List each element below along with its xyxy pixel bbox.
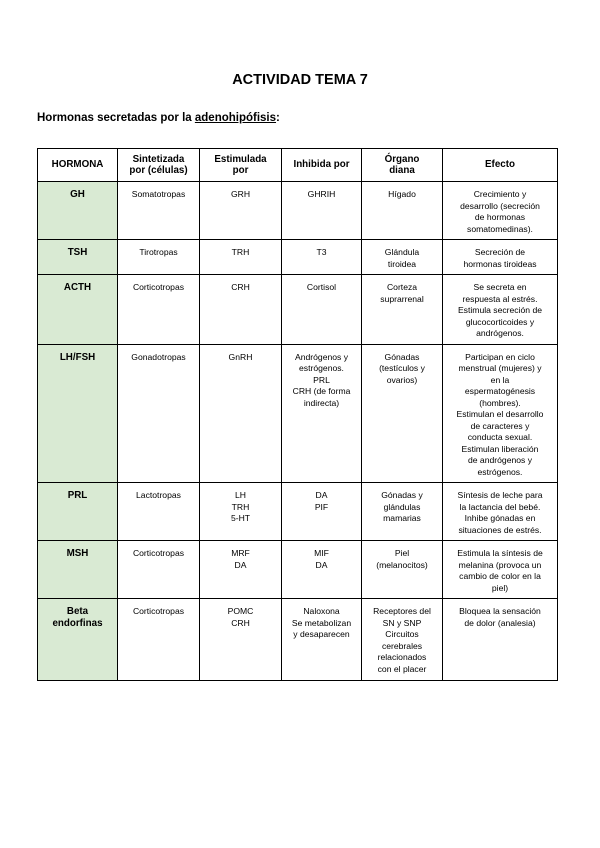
cell-line: Se metabolizan xyxy=(291,617,352,628)
cell-line: estrógenos. xyxy=(477,466,523,477)
table-row xyxy=(38,240,558,275)
table-cell xyxy=(362,483,443,541)
column-header xyxy=(282,149,362,182)
column-header xyxy=(38,149,118,182)
cell-line: Andrógenos y xyxy=(294,351,349,362)
cell-line: Beta xyxy=(66,606,89,617)
table-cell xyxy=(362,541,443,599)
cell-line: DA xyxy=(315,559,328,570)
table-cell xyxy=(118,599,200,681)
column-header xyxy=(118,149,200,182)
table-cell xyxy=(443,599,558,681)
cell-line: HORMONA xyxy=(51,159,104,171)
section-subtitle xyxy=(37,112,280,124)
column-header xyxy=(200,149,282,182)
table-cell xyxy=(282,182,362,240)
cell-line: suprarrenal xyxy=(380,293,424,304)
cell-line: 5-HT xyxy=(230,513,251,523)
cell-line: TRH xyxy=(231,247,250,257)
hormone-name-cell xyxy=(38,483,118,541)
table-cell xyxy=(282,541,362,599)
table-cell xyxy=(362,182,443,240)
table-cell xyxy=(443,182,558,240)
cell-line: Circuitos xyxy=(385,629,419,639)
table-cell xyxy=(282,344,362,483)
cell-line: melanina (provoca un xyxy=(458,559,542,570)
cell-line: CRH xyxy=(231,282,250,292)
table-cell xyxy=(200,240,282,275)
table-cell xyxy=(443,541,558,599)
cell-line: Estimula la síntesis de xyxy=(457,548,543,558)
table-cell xyxy=(443,240,558,275)
table-cell xyxy=(443,483,558,541)
cell-line: cambio de color en la xyxy=(459,571,541,581)
cell-line: CRH (de forma xyxy=(292,386,351,396)
hormone-name-cell xyxy=(38,240,118,275)
cell-line: hormonas tiroideas xyxy=(463,258,537,269)
table-cell xyxy=(118,275,200,345)
cell-line: la lactancia del bebé. xyxy=(459,501,541,512)
table-cell xyxy=(443,275,558,345)
cell-line: estrógenos. xyxy=(299,363,344,373)
subtitle-suffix: : xyxy=(276,112,280,124)
cell-line: T3 xyxy=(316,247,327,257)
cell-line: tiroidea xyxy=(387,258,417,269)
table-body xyxy=(38,182,558,681)
hormone-name-cell xyxy=(38,182,118,240)
cell-line: Piel xyxy=(394,548,410,558)
cell-line: DA xyxy=(315,490,328,500)
cell-line: Tirotropas xyxy=(139,247,178,257)
table-cell xyxy=(118,182,200,240)
cell-line: diana xyxy=(389,165,415,176)
table-cell xyxy=(200,541,282,599)
cell-line: Estimulada xyxy=(214,153,267,165)
hormone-name-cell xyxy=(38,344,118,483)
cell-line: GH xyxy=(70,189,85,200)
cell-line: Estimulan liberación xyxy=(461,443,539,454)
hormone-name-cell xyxy=(38,599,118,681)
cell-line: Sintetizada xyxy=(132,153,185,165)
table-cell xyxy=(200,483,282,541)
cell-line: POMC xyxy=(227,606,254,616)
cell-line: de caracteres y xyxy=(470,420,530,431)
cell-line: TSH xyxy=(67,247,88,258)
cell-line: Lactotropas xyxy=(136,490,181,500)
cell-line: respuesta al estrés. xyxy=(462,293,538,304)
cell-line: Corticotropas xyxy=(132,548,185,558)
cell-line: y desaparecen xyxy=(293,629,350,639)
cell-line: Cortisol xyxy=(306,282,337,292)
cell-line: GRH xyxy=(230,189,251,199)
cell-line: LH xyxy=(235,490,246,500)
cell-line: por (células) xyxy=(129,165,188,176)
table-row xyxy=(38,275,558,345)
column-header xyxy=(443,149,558,182)
cell-line: GHRIH xyxy=(307,189,336,199)
cell-line: situaciones de estrés. xyxy=(458,524,542,535)
hormone-name-cell xyxy=(38,541,118,599)
table-header-row xyxy=(38,149,558,182)
cell-line: Glándula xyxy=(384,247,420,257)
cell-line: PRL xyxy=(313,374,330,385)
table-row xyxy=(38,541,558,599)
cell-line: Participan en ciclo xyxy=(465,351,535,362)
table-cell xyxy=(362,599,443,681)
cell-line: por xyxy=(232,165,249,176)
cell-line: Inhibida por xyxy=(293,159,350,171)
cell-line: indirecta) xyxy=(303,397,340,408)
cell-line: cerebrales xyxy=(381,640,423,651)
table-cell xyxy=(118,240,200,275)
table-cell xyxy=(362,344,443,483)
cell-line: CRH xyxy=(231,617,250,628)
table-cell xyxy=(282,240,362,275)
column-header xyxy=(362,149,443,182)
cell-line: Gónadas xyxy=(384,351,420,362)
cell-line: glucocorticoides y xyxy=(465,316,535,327)
table-row xyxy=(38,182,558,240)
cell-line: piel) xyxy=(491,582,509,593)
cell-line: Estimulan el desarrollo xyxy=(456,409,544,419)
cell-line: GnRH xyxy=(228,351,253,362)
cell-line: con el placer xyxy=(377,663,427,674)
cell-line: ovarios) xyxy=(386,374,418,385)
cell-line: somatomedinas). xyxy=(467,223,533,234)
subtitle-prefix: Hormonas secretadas por la xyxy=(37,112,195,124)
cell-line: de dolor (analesia) xyxy=(464,617,536,628)
cell-line: Estimula secreción de xyxy=(457,305,543,315)
cell-line: TRH xyxy=(231,501,250,512)
cell-line: SN y SNP xyxy=(382,617,422,628)
cell-line: MSH xyxy=(66,548,89,559)
table-cell xyxy=(362,275,443,345)
cell-line: Se secreta en xyxy=(473,282,527,292)
cell-line: endorfinas xyxy=(52,617,103,629)
cell-line: DA xyxy=(234,559,247,570)
cell-line: menstrual (mujeres) y xyxy=(458,363,542,373)
table-cell xyxy=(443,344,558,483)
cell-line: Corticotropas xyxy=(132,282,185,292)
cell-line: Somatotropas xyxy=(131,189,186,199)
cell-line: mamarias xyxy=(383,513,421,523)
table-row xyxy=(38,599,558,681)
cell-line: Órgano xyxy=(384,153,420,165)
cell-line: (hombres). xyxy=(479,397,521,408)
cell-line: Inhibe gónadas en xyxy=(464,513,536,523)
table-row xyxy=(38,483,558,541)
cell-line: MRF xyxy=(231,548,250,558)
cell-line: MIF xyxy=(314,548,329,558)
cell-line: Corteza xyxy=(386,282,418,292)
cell-line: glándulas xyxy=(383,501,421,512)
table-cell xyxy=(362,240,443,275)
cell-line: Receptores del xyxy=(373,606,431,616)
cell-line: Crecimiento y xyxy=(473,189,527,199)
cell-line: desarrollo (secreción xyxy=(460,200,540,211)
table-cell xyxy=(118,344,200,483)
page-title: ACTIVIDAD TEMA 7 xyxy=(232,72,368,88)
table-cell xyxy=(200,599,282,681)
cell-line: LH/FSH xyxy=(59,351,96,363)
hormone-name-cell xyxy=(38,275,118,345)
cell-line: Gónadas y xyxy=(381,490,423,500)
cell-line: conducta sexual. xyxy=(467,432,533,442)
subtitle-underlined: adenohipófisis xyxy=(194,112,277,124)
cell-line: andrógenos. xyxy=(476,328,524,338)
table-cell xyxy=(118,483,200,541)
cell-line: Efecto xyxy=(485,159,515,171)
table-cell xyxy=(282,275,362,345)
cell-line: espermatogénesis xyxy=(464,386,536,396)
cell-line: de hormonas xyxy=(474,212,526,222)
cell-line: Secreción de xyxy=(474,247,526,257)
hormones-table xyxy=(37,148,558,681)
table-cell xyxy=(282,599,362,681)
table-row xyxy=(38,344,558,483)
table-cell xyxy=(200,344,282,483)
cell-line: Hígado xyxy=(388,189,416,199)
cell-line: Corticotropas xyxy=(132,606,185,616)
cell-line: ACTH xyxy=(63,282,92,293)
cell-line: Gonadotropas xyxy=(131,351,186,362)
cell-line: Naloxona xyxy=(303,606,340,616)
cell-line: (melanocitos) xyxy=(376,559,428,570)
cell-line: en la xyxy=(490,374,510,385)
cell-line: de andrógenos y xyxy=(467,455,533,465)
cell-line: PIF xyxy=(314,501,329,512)
cell-line: relacionados xyxy=(377,652,427,662)
table-cell xyxy=(200,182,282,240)
cell-line: (testículos y xyxy=(379,363,425,373)
cell-line: Síntesis de leche para xyxy=(457,490,543,500)
table-cell xyxy=(282,483,362,541)
cell-line: PRL xyxy=(67,490,88,501)
table-cell xyxy=(118,541,200,599)
cell-line: Bloquea la sensación xyxy=(459,606,541,616)
table-cell xyxy=(200,275,282,345)
